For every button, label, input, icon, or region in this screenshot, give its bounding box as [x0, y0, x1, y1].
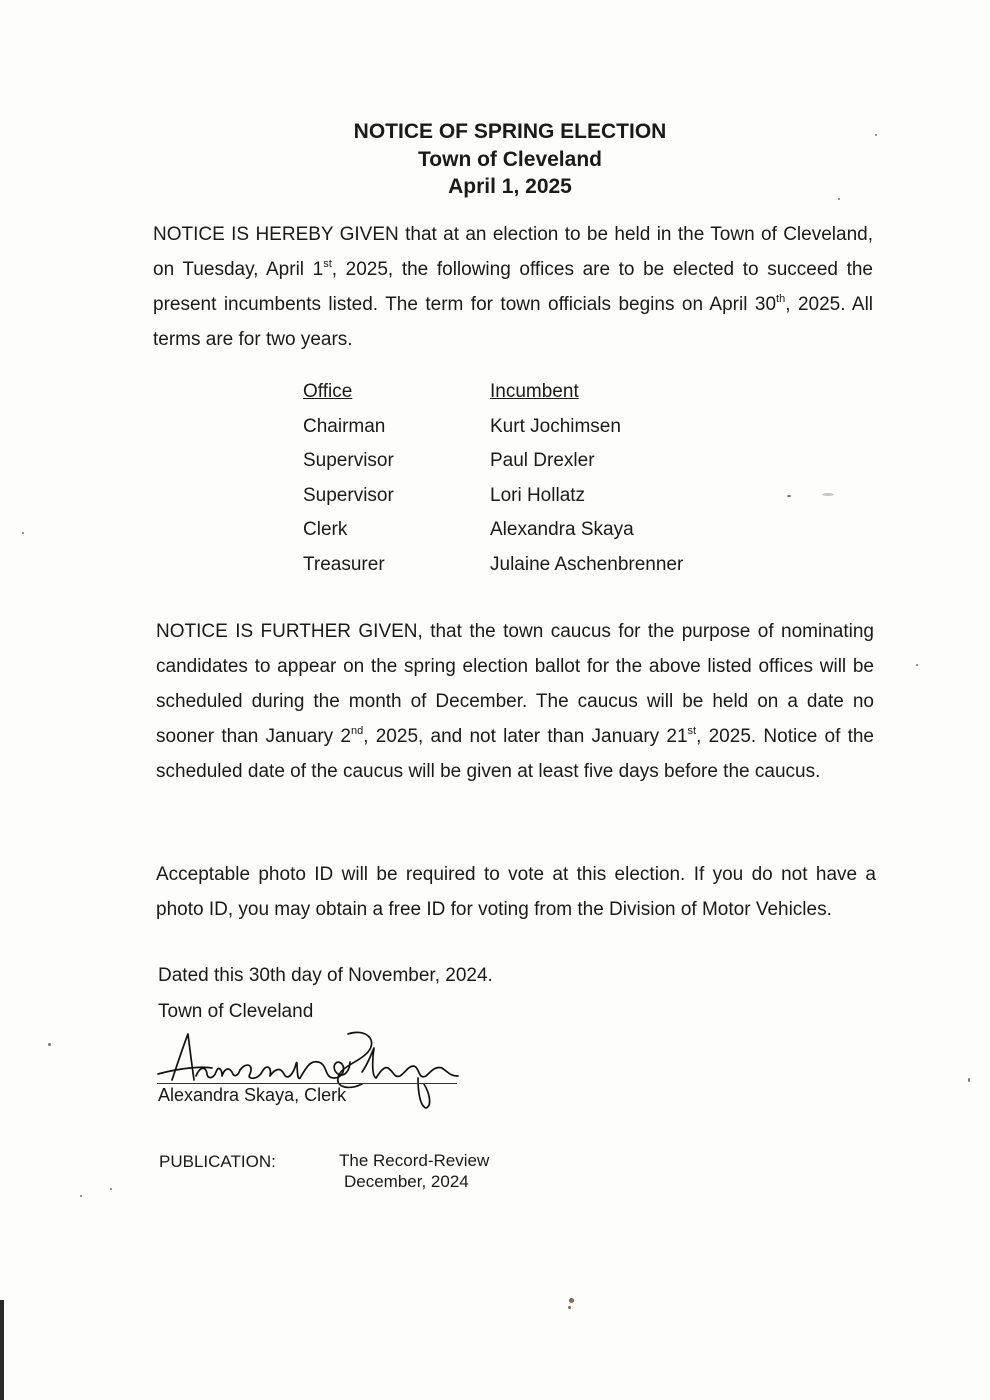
scan-speck [875, 134, 877, 136]
scan-speck [569, 1298, 574, 1303]
notice-text-part: , 2025. All terms are for two years. [153, 294, 874, 350]
scan-speck [110, 1188, 112, 1190]
notice-title: NOTICE OF SPRING ELECTION [353, 120, 667, 143]
office-name: Clerk [303, 519, 348, 541]
signature-line [157, 1083, 457, 1084]
office-name: Supervisor [303, 450, 394, 472]
scan-speck [822, 493, 834, 496]
ordinal-suffix: st [323, 257, 332, 270]
caucus-text-part: , 2025, and not later than January 21 [363, 726, 688, 747]
scan-speck [787, 495, 791, 497]
scan-speck [22, 532, 24, 534]
incumbent-name: Kurt Jochimsen [490, 415, 621, 437]
incumbent-column-header: Incumbent [490, 381, 579, 403]
scan-speck [838, 198, 840, 200]
scan-speck [916, 664, 918, 666]
publication-paper: The Record-Review [339, 1151, 490, 1170]
ordinal-suffix: nd [350, 724, 364, 737]
publication-date: December, 2024 [344, 1172, 469, 1191]
scan-speck [568, 1306, 571, 1309]
scan-speck [80, 1195, 82, 1197]
publication-label: PUBLICATION: [159, 1152, 276, 1171]
caucus-paragraph [156, 614, 874, 789]
dated-line: Dated this 30th day of November, 2024. [158, 965, 493, 986]
scan-speck [48, 1043, 51, 1046]
town-name-heading: Town of Cleveland [418, 147, 602, 171]
offices-table [303, 375, 750, 582]
incumbent-name: Alexandra Skaya [490, 519, 634, 541]
office-name: Treasurer [303, 553, 385, 575]
scan-speck [968, 1078, 970, 1082]
ordinal-suffix: th [776, 292, 786, 305]
office-column-header: Office [303, 381, 353, 403]
caucus-text-part: NOTICE IS FURTHER GIVEN, that the town caucus for the purpose of nominating candidates to appear on the spring election ballot for the above listed offices will be scheduled during the month of December. The caucus will be held on a date no sooner than January 2 [156, 621, 874, 747]
offices-header-row [303, 375, 750, 410]
office-row [303, 444, 750, 479]
notice-header [0, 118, 990, 201]
scan-edge-shadow [0, 1300, 4, 1400]
office-row [303, 479, 750, 514]
caucus-text-part: , 2025. Notice of the scheduled date of the caucus will be given at least five days before the caucus. [156, 726, 875, 782]
ordinal-suffix: st [687, 724, 697, 737]
notice-text-part: , 2025, the following offices are to be elected to succeed the present incumbents listed. The term for town officials begins on April 30 [153, 259, 873, 315]
incumbent-name: Julaine Aschenbrenner [490, 553, 684, 575]
office-row [303, 410, 750, 445]
office-name: Chairman [303, 415, 386, 437]
incumbent-name: Paul Drexler [490, 450, 595, 472]
office-name: Supervisor [303, 484, 394, 506]
notice-text-part: NOTICE IS HEREBY GIVEN that at an election to be held in the Town of Cleveland, on Tuesday, April 1 [153, 224, 873, 280]
office-row [303, 513, 750, 548]
signing-town: Town of Cleveland [158, 1001, 314, 1022]
signer-name: Alexandra Skaya, Clerk [158, 1085, 347, 1105]
notice-paragraph [153, 217, 873, 357]
incumbent-name: Lori Hollatz [490, 484, 586, 506]
election-date-heading: April 1, 2025 [448, 175, 572, 198]
office-row [303, 548, 750, 583]
photo-id-paragraph: Acceptable photo ID will be required to vote at this election. If you do not have a photo ID, you may obtain a free ID for voting from the Division of Motor Vehicles. [156, 864, 876, 920]
